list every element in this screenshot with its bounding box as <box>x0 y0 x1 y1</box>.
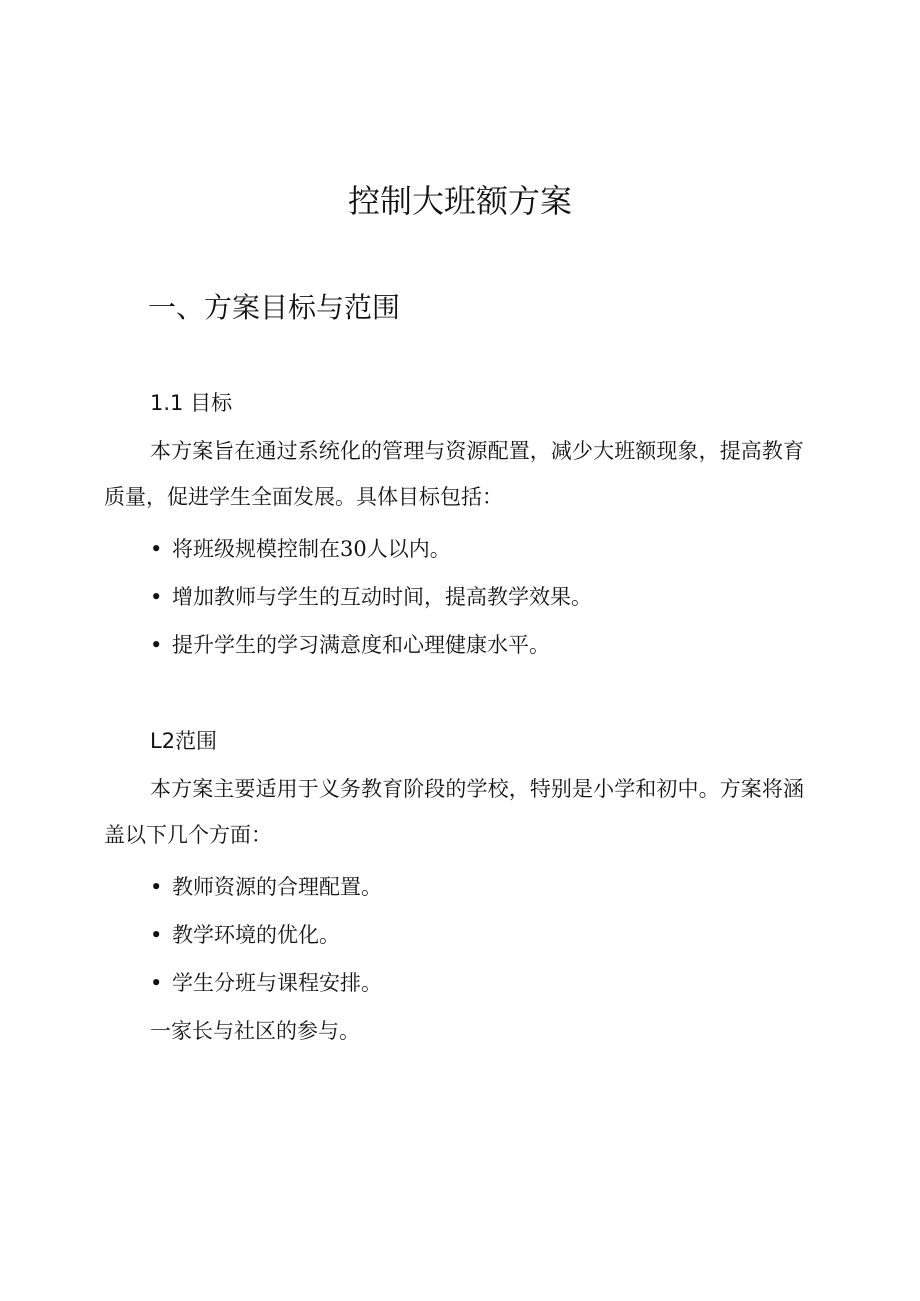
list-item-text: 教师资源的合理配置。 <box>172 875 382 899</box>
list-item-text: 增加教师与学生的互动时间，提高教学效果。 <box>172 585 592 609</box>
list-item <box>150 872 382 902</box>
list-item <box>150 630 550 660</box>
list-item <box>150 920 340 950</box>
list-item <box>150 582 592 612</box>
bullet-marker: • <box>150 923 163 947</box>
list-item-text: 学生分班与课程安排。 <box>172 971 382 995</box>
document-title: 控制大班额方案 <box>347 182 572 220</box>
section-heading: 一、方案目标与范围 <box>148 291 401 324</box>
list-item <box>150 968 382 998</box>
list-item-last: 一家长与社区的参与。 <box>150 1019 360 1043</box>
scope-heading: L2范围 <box>150 729 218 753</box>
list-item <box>150 534 451 564</box>
goal-heading: 1.1 目标 <box>150 391 233 415</box>
scope-paragraph: 本方案主要适用于义务教育阶段的学校，特别是小学和初中。方案将涵盖以下几个方面： <box>104 777 804 847</box>
bullet-marker: • <box>150 537 163 561</box>
list-item-text: 教学环境的优化。 <box>172 923 340 947</box>
bullet-marker: • <box>150 633 163 657</box>
list-item-text: 提升学生的学习满意度和心理健康水平。 <box>172 633 550 657</box>
bullet-marker: • <box>150 971 163 995</box>
bullet-marker: • <box>150 585 163 609</box>
goal-paragraph: 本方案旨在通过系统化的管理与资源配置，减少大班额现象，提高教育质量，促进学生全面发展。具体目标包括： <box>104 439 804 509</box>
bullet-marker: • <box>150 875 163 899</box>
list-item-text: 将班级规模控制在30人以内。 <box>172 537 451 561</box>
